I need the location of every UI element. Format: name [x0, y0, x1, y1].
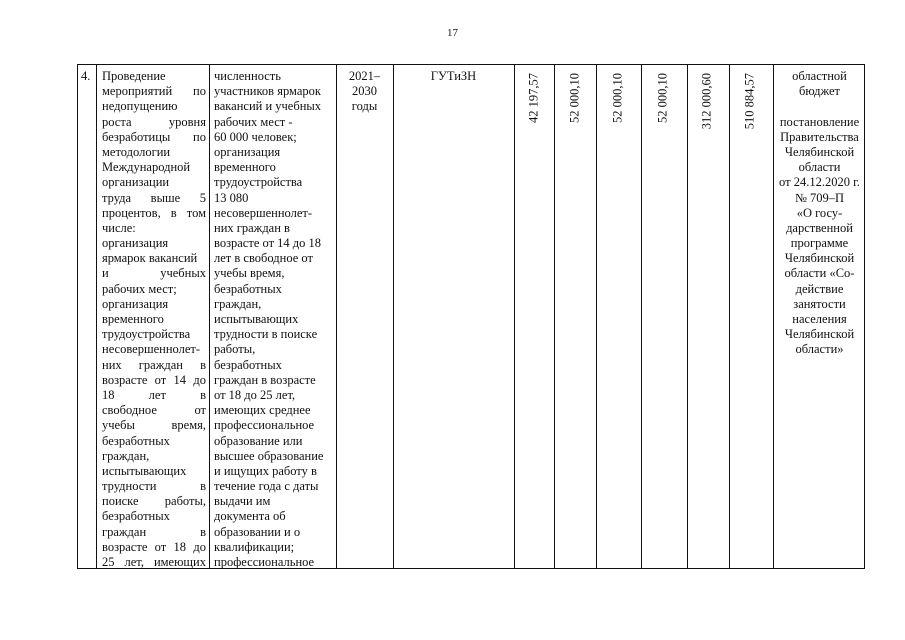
event-line: граждан в	[102, 524, 206, 539]
source-line: постановление	[779, 114, 860, 129]
amount-total: 510 884,57	[742, 73, 757, 130]
event-line: мероприятий по	[102, 84, 206, 99]
indicator-line: образовании и о	[214, 524, 301, 539]
page-number: 17	[447, 27, 458, 39]
indicator-line: трудоустройства	[214, 175, 303, 190]
indicator-line: высшее образование	[214, 448, 324, 463]
event-line: учебы время,	[102, 418, 206, 433]
source-line: области «Со-	[784, 266, 855, 281]
indicator-line: безработных	[214, 281, 282, 296]
event-line: числе:	[102, 220, 136, 235]
program-table	[77, 64, 865, 569]
indicator-line: выдачи им	[214, 494, 271, 509]
event-line: организации	[102, 175, 170, 190]
indicator-line: несовершеннолет-	[214, 205, 313, 220]
indicator-line: вакансий и учебных	[214, 99, 322, 114]
event-line: организация	[102, 296, 169, 311]
source-line: области»	[795, 342, 844, 357]
funding-source	[775, 69, 864, 358]
period-line: 2021–	[348, 69, 381, 83]
indicator-line: трудности в поиске	[214, 327, 318, 342]
event-line: недопущению	[102, 99, 178, 114]
source-line: от 24.12.2020 г.	[779, 175, 860, 190]
row-index: 4.	[81, 69, 91, 83]
indicator-line: организация	[214, 144, 281, 159]
source-line: занятости	[793, 296, 846, 311]
executor: ГУТиЗН	[430, 69, 477, 83]
event-line: несовершеннолет-	[102, 342, 201, 357]
indicator-line: граждан,	[214, 296, 262, 311]
indicator-line: граждан в возрасте	[214, 372, 316, 387]
source-line: области	[798, 160, 841, 175]
indicator-line: 13 080	[214, 190, 249, 205]
indicator-line: учебы время,	[214, 266, 285, 281]
source-line: бюджет	[799, 84, 840, 99]
indicator-line: 60 000 человек;	[214, 129, 297, 144]
event-line: трудоустройства	[102, 327, 191, 342]
event-line: 18 лет в	[102, 387, 206, 402]
source-line: программе	[790, 236, 849, 251]
indicator-line: рабочих мест -	[214, 114, 293, 129]
period-line: 2030	[352, 84, 377, 99]
indicator-line: профессиональное	[214, 418, 315, 433]
event-line: возрасте от 14 до	[102, 372, 206, 387]
event-line: ярмарок вакансий	[102, 251, 198, 266]
source-line: Челябинской	[784, 251, 855, 266]
indicator-description	[214, 69, 334, 570]
event-line: 25 лет, имеющих	[102, 555, 206, 569]
source-line: областной	[792, 69, 847, 83]
event-line: возрасте от 18 до	[102, 539, 206, 554]
event-line: роста уровня	[102, 114, 206, 129]
event-line: безработных	[102, 509, 170, 524]
event-line: Проведение	[102, 69, 166, 83]
source-line: «О госу-	[796, 205, 843, 220]
source-line	[775, 99, 864, 114]
event-line: поиске работы,	[102, 494, 206, 509]
event-line: организация	[102, 236, 169, 251]
indicator-line: документа об	[214, 509, 286, 524]
source-line: Правительства	[780, 129, 859, 144]
period-line: годы	[351, 99, 378, 114]
event-line: безработных	[102, 433, 170, 448]
period	[336, 69, 393, 115]
source-line: Челябинской	[784, 144, 855, 159]
indicator-line: от 18 до 25 лет,	[214, 387, 296, 402]
indicator-line: образование или	[214, 433, 303, 448]
indicator-line: профессиональное	[214, 555, 315, 569]
event-line: методологии	[102, 144, 171, 159]
event-line: безработицы по	[102, 129, 206, 144]
source-line: Челябинской	[784, 327, 855, 342]
event-line: Международной	[102, 160, 191, 175]
event-line: испытывающих	[102, 463, 187, 478]
indicator-line: испытывающих	[214, 312, 299, 326]
event-line: трудности в	[102, 479, 206, 494]
indicator-line: работы,	[214, 342, 256, 357]
source-line: № 709–П	[794, 190, 845, 205]
amount-2024: 52 000,10	[655, 73, 670, 123]
indicator-line: численность	[214, 69, 281, 83]
indicator-line: лет в свободное от	[214, 251, 313, 266]
event-line: рабочих мест;	[102, 281, 177, 296]
indicator-line: имеющих среднее	[214, 403, 311, 418]
amount-2022: 52 000,10	[567, 73, 582, 123]
source-line: населения	[792, 312, 847, 326]
amount-total-2021: 42 197,57	[526, 73, 541, 123]
event-line: них граждан в	[102, 357, 206, 372]
event-description	[102, 69, 206, 570]
indicator-line: безработных	[214, 357, 282, 372]
event-line: и учебных	[102, 266, 206, 281]
event-line: свободное от	[102, 403, 206, 418]
event-line: процентов, в том	[102, 205, 206, 220]
indicator-line: временного	[214, 160, 276, 175]
indicator-line: и ищущих работу в	[214, 463, 317, 478]
amount-2025-2030: 312 000,60	[699, 73, 714, 130]
event-line: граждан,	[102, 448, 150, 463]
event-line: временного	[102, 312, 164, 326]
amount-2023: 52 000,10	[610, 73, 625, 123]
source-line: действие	[795, 281, 844, 296]
source-line: дарственной	[786, 220, 853, 235]
indicator-line: участников ярмарок	[214, 84, 321, 99]
indicator-line: течение года с даты	[214, 479, 319, 494]
event-line: труда выше 5	[102, 190, 206, 205]
indicator-line: возрасте от 14 до 18	[214, 236, 322, 251]
indicator-line: них граждан в	[214, 220, 290, 235]
indicator-line: квалификации;	[214, 539, 295, 554]
